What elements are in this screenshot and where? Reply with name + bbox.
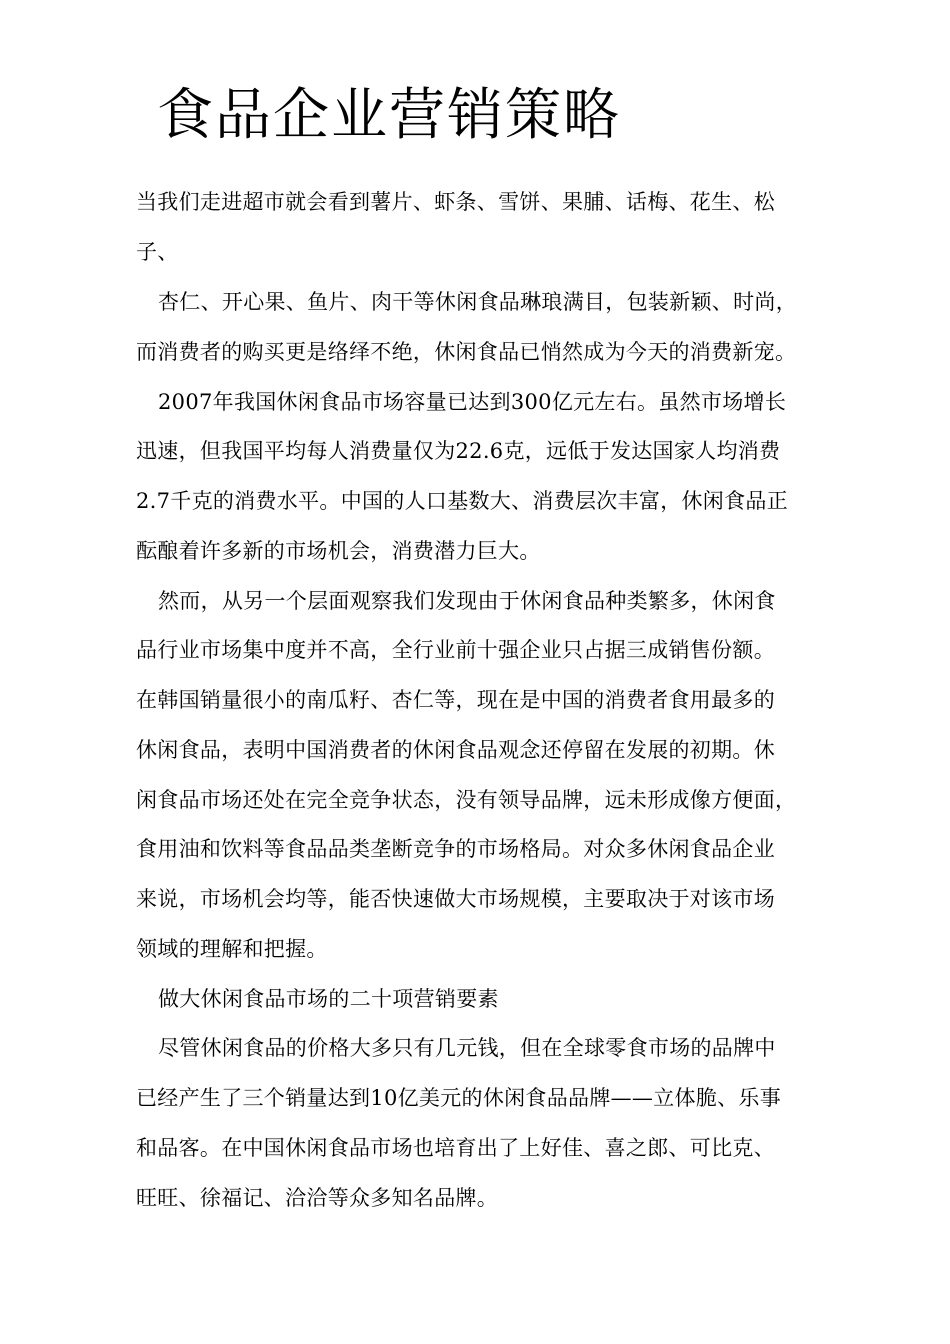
text-line: 和品客。在中国休闲食品市场也培育出了上好佳、喜之郎、可比克、: [136, 1136, 775, 1160]
text-line: 2.7千克的消费水平。中国的人口基数大、消费层次丰富，休闲食品正: [136, 489, 788, 513]
text-line: 领域的理解和把握。: [136, 937, 328, 961]
text-line: 酝酿着许多新的市场机会，消费潜力巨大。: [136, 539, 541, 563]
text-line: 旺旺、徐福记、洽洽等众多知名品牌。: [136, 1186, 499, 1210]
text-line: 尽管休闲食品的价格大多只有几元钱，但在全球零食市场的品牌中: [158, 1036, 776, 1060]
text-line: 杏仁、开心果、鱼片、肉干等休闲食品琳琅满目，包装新颖、时尚，: [158, 290, 797, 314]
text-line: 来说，市场机会均等，能否快速做大市场规模，主要取决于对该市场: [136, 887, 775, 911]
text-line: 已经产生了三个销量达到10亿美元的休闲食品品牌——立体脆、乐事: [136, 1086, 782, 1110]
text-line: 休闲食品，表明中国消费者的休闲食品观念还停留在发展的初期。休: [136, 738, 775, 762]
text-line: 品行业市场集中度并不高，全行业前十强企业只占据三成销售份额。: [136, 638, 775, 662]
text-line: 闲食品市场还处在完全竞争状态，没有领导品牌，远未形成像方便面，: [136, 788, 797, 812]
text-line: 而消费者的购买更是络绎不绝，休闲食品已悄然成为今天的消费新宠。: [136, 340, 797, 364]
text-line: 食用油和饮料等食品品类垄断竞争的市场格局。对众多休闲食品企业: [136, 837, 775, 861]
text-line: 2007年我国休闲食品市场容量已达到300亿元左右。虽然市场增长: [158, 390, 787, 414]
section-heading: 做大休闲食品市场的二十项营销要素: [158, 987, 499, 1011]
document-title: 食品企业营销策略: [157, 83, 621, 148]
text-line: 子、: [136, 240, 179, 264]
text-line: 迅速，但我国平均每人消费量仅为22.6克，远低于发达国家人均消费: [136, 439, 781, 463]
text-line: 在韩国销量很小的南瓜籽、杏仁等，现在是中国的消费者食用最多的: [136, 688, 775, 712]
text-line: 当我们走进超市就会看到薯片、虾条、雪饼、果脯、话梅、花生、松: [136, 190, 775, 214]
text-line: 然而，从另一个层面观察我们发现由于休闲食品种类繁多，休闲食: [158, 589, 776, 613]
